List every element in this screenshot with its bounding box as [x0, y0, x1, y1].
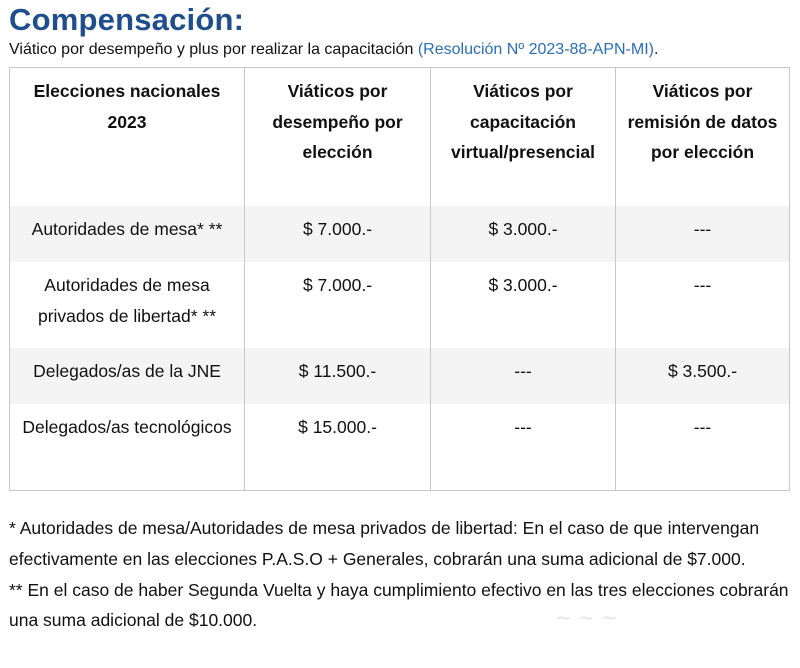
watermark: ~ ~ ~ — [555, 605, 618, 629]
subtitle-text: Viático por desempeño y plus por realizar la capacitación — [9, 41, 418, 58]
table-cell: --- — [431, 348, 616, 404]
table-row — [10, 348, 790, 404]
table-cell: $ 7.000.- — [245, 262, 431, 348]
table-cell: Autoridades de mesa* ** — [10, 206, 245, 262]
table-cell: --- — [616, 206, 790, 262]
table-cell: $ 3.500.- — [616, 348, 790, 404]
subtitle — [9, 41, 658, 59]
table-cell: --- — [616, 262, 790, 348]
table-cell: $ 3.000.- — [431, 206, 616, 262]
table-row — [10, 262, 790, 348]
header-desempeno: Viáticos por desempeño por elección — [245, 68, 431, 207]
table-row — [10, 206, 790, 262]
footnotes — [9, 513, 789, 636]
table-cell: $ 15.000.- — [245, 404, 431, 491]
page-title: Compensación: — [9, 2, 245, 37]
header-elecciones: Elecciones nacionales 2023 — [10, 68, 245, 207]
footnote-single-asterisk: * Autoridades de mesa/Autoridades de mesa privados de libertad: En el caso de que intervengan efectivamente en las elecciones P.A.S.O + Generales, cobrarán una suma adicional de $7.000. — [9, 518, 760, 569]
table-cell: --- — [431, 404, 616, 491]
table-cell: $ 3.000.- — [431, 262, 616, 348]
table-header-row — [10, 68, 790, 207]
header-capacitacion: Viáticos por capacitación virtual/presencial — [431, 68, 616, 207]
table-cell: $ 11.500.- — [245, 348, 431, 404]
subtitle-suffix: . — [653, 41, 659, 58]
table-cell: Autoridades de mesa privados de libertad* ** — [10, 262, 245, 348]
compensation-table — [9, 67, 790, 491]
footnote-double-asterisk: ** En el caso de haber Segunda Vuelta y haya cumplimiento efectivo en las tres elecciones cobrarán una suma adicional de $10.000. — [9, 579, 789, 631]
table-cell: Delegados/as de la JNE — [10, 348, 245, 404]
table-row — [10, 404, 790, 491]
table-cell: Delegados/as tecnológicos — [10, 404, 245, 491]
table-cell: --- — [616, 404, 790, 491]
resolution-link[interactable]: (Resolución Nº 2023-88-APN-MI) — [417, 41, 654, 58]
header-remision: Viáticos por remisión de datos por elección — [616, 68, 790, 207]
table-cell: $ 7.000.- — [245, 206, 431, 262]
